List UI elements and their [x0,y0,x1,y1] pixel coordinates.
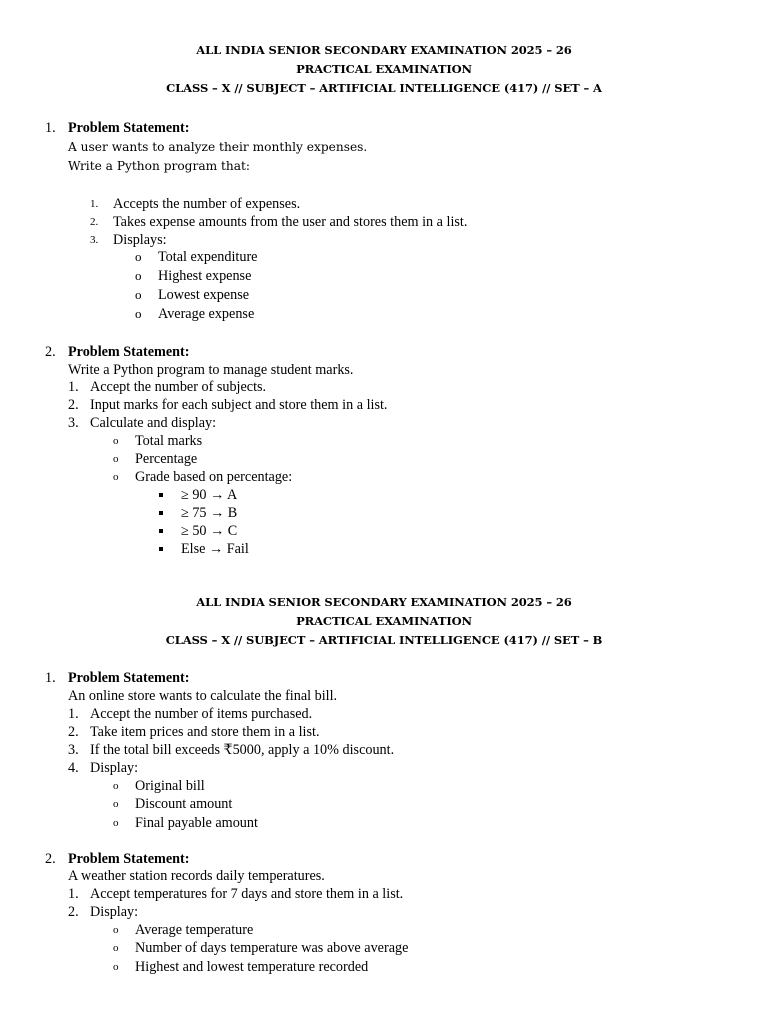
step-text: Accept the number of subjects. [90,379,267,395]
bullet-text: Discount amount [135,796,233,812]
grade-rule: ≥ 50 → C [181,523,238,539]
question-title: Problem Statement: [68,851,190,867]
step-text: Calculate and display: [90,415,217,431]
question-title: Problem Statement: [68,344,190,360]
exam-class-subject: CLASS – X // SUBJECT – ARTIFICIAL INTELLIGENCE (417) // SET – B [165,633,603,647]
square-bullet [159,493,163,497]
step-number: 2. [68,397,79,413]
square-bullet [159,547,163,551]
bullet-marker: o [113,435,119,447]
bullet-marker: o [135,306,142,321]
question-text: A user wants to analyze their monthly expenses. [68,140,368,154]
bullet-marker: o [113,780,119,792]
bullet-marker: o [113,924,119,936]
bullet-text: Lowest expense [158,287,250,303]
bullet-text: Total marks [135,433,203,449]
step-text: Input marks for each subject and store them in a list. [90,397,388,413]
question-text: A weather station records daily temperatures. [68,868,325,884]
exam-subtitle: PRACTICAL EXAMINATION [296,614,472,628]
step-text: Accept temperatures for 7 days and store them in a list. [90,886,404,902]
question-title: Problem Statement: [68,120,190,136]
exam-subtitle: PRACTICAL EXAMINATION [296,62,472,76]
bullet-marker: o [113,798,119,810]
step-number: 4. [68,760,79,776]
question-text: Write a Python program to manage student marks. [68,362,354,378]
bullet-text: Total expenditure [158,249,258,265]
step-text: Display: [90,904,139,920]
step-number: 2. [68,724,79,740]
step-text: Display: [90,760,139,776]
bullet-text: Percentage [135,451,198,467]
bullet-marker: o [135,268,142,283]
question-number: 1. [45,120,56,136]
question-text: Write a Python program that: [68,159,251,173]
step-number: 2. [90,216,99,228]
step-number: 1. [68,886,79,902]
step-text: Accepts the number of expenses. [113,196,301,212]
step-number: 1. [68,379,79,395]
grade-rule: ≥ 90 → A [181,487,238,503]
bullet-text: Highest expense [158,268,252,284]
bullet-marker: o [113,471,119,483]
exam-class-subject: CLASS – X // SUBJECT – ARTIFICIAL INTELLIGENCE (417) // SET – A [166,81,602,95]
exam-title: ALL INDIA SENIOR SECONDARY EXAMINATION 2025 – 26 [196,595,572,609]
question-number: 2. [45,851,56,867]
bullet-marker: o [113,942,119,954]
bullet-marker: o [135,287,142,302]
step-text: Takes expense amounts from the user and stores them in a list. [113,214,468,230]
bullet-text: Grade based on percentage: [135,469,293,485]
grade-rule: ≥ 75 → B [181,505,238,521]
step-number: 1. [90,198,99,210]
question-title: Problem Statement: [68,670,190,686]
bullet-marker: o [113,453,119,465]
bullet-marker: o [113,817,119,829]
exam-title: ALL INDIA SENIOR SECONDARY EXAMINATION 2025 – 26 [196,43,572,57]
question-number: 2. [45,344,56,360]
step-number: 3. [90,234,99,246]
step-number: 2. [68,904,79,920]
step-text: Accept the number of items purchased. [90,706,313,722]
step-text: If the total bill exceeds ₹5000, apply a 10% discount. [90,742,395,758]
bullet-text: Average temperature [135,922,254,938]
step-number: 3. [68,742,79,758]
bullet-text: Original bill [135,778,205,794]
step-number: 3. [68,415,79,431]
bullet-text: Average expense [158,306,255,322]
step-number: 1. [68,706,79,722]
step-text: Take item prices and store them in a list. [90,724,320,740]
square-bullet [159,511,163,515]
bullet-marker: o [113,961,119,973]
question-text: An online store wants to calculate the final bill. [68,688,338,704]
bullet-marker: o [135,249,142,264]
bullet-text: Number of days temperature was above average [135,940,409,956]
square-bullet [159,529,163,533]
question-number: 1. [45,670,56,686]
bullet-text: Final payable amount [135,815,258,831]
step-text: Displays: [113,232,167,248]
grade-rule: Else → Fail [181,541,249,557]
bullet-text: Highest and lowest temperature recorded [135,959,369,975]
